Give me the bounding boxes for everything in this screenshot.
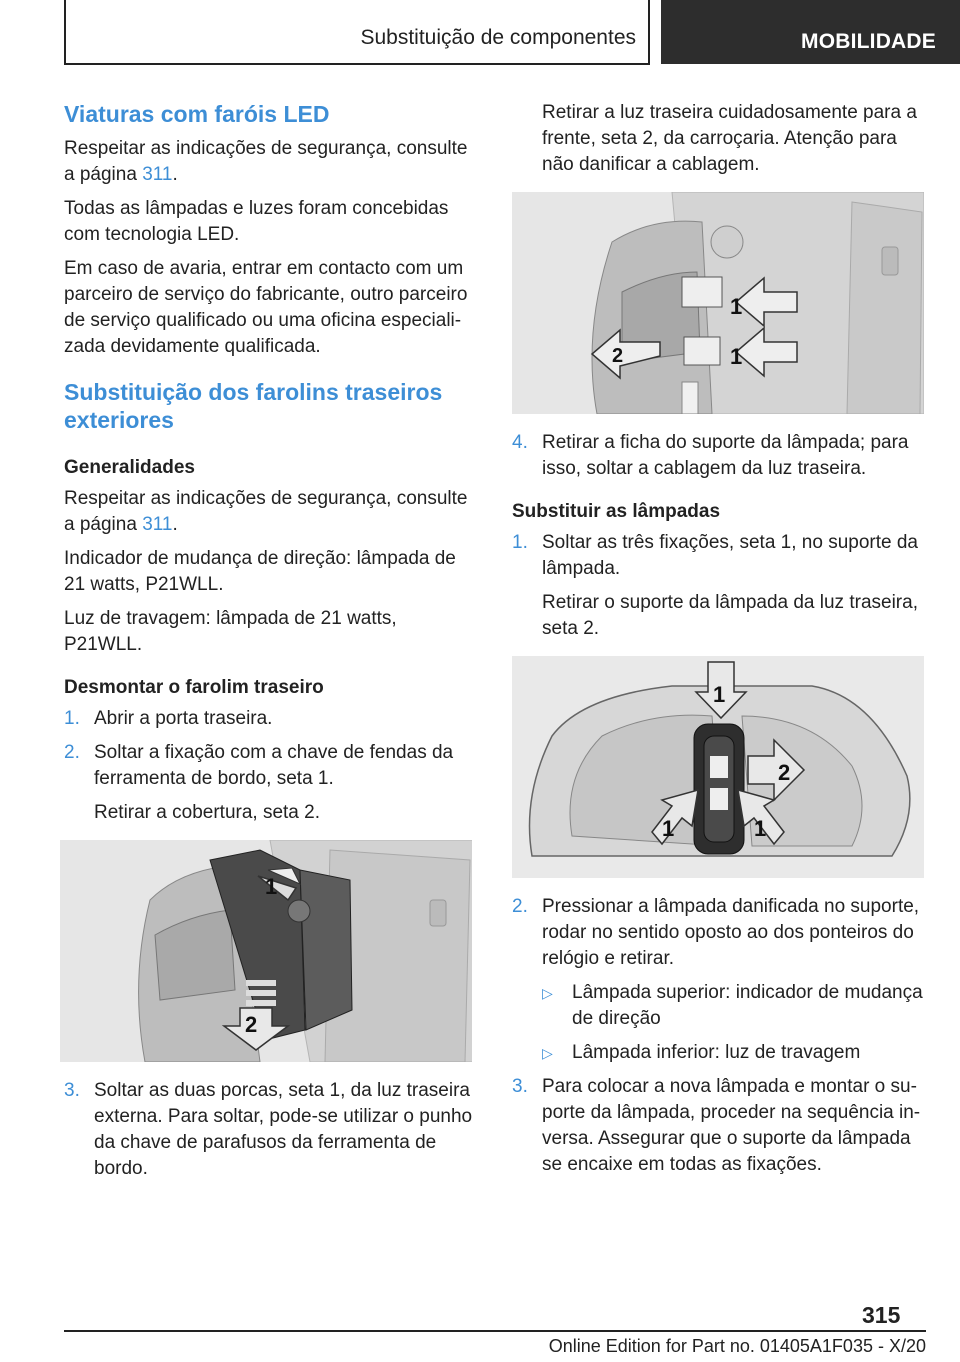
header-bottom-rule [64, 63, 650, 65]
arrow-label-1-top: 1 [713, 682, 726, 707]
arrow-label-1-right: 1 [754, 816, 767, 841]
chapter-tab: MOBILIDADE [661, 0, 960, 64]
step-number: 2. [64, 742, 80, 763]
figure-bulb-holder [512, 656, 924, 878]
arrow-label-2: 2 [778, 760, 791, 785]
right-column [512, 100, 924, 1186]
left-column [64, 100, 476, 1190]
step-text: Soltar a fixação com a chave de fendas da ferramenta de bordo, seta 1. [94, 742, 454, 789]
replace-step-1-sub: Retirar o suporte da lâmpada da luz traseira, seta 2. [542, 592, 918, 639]
safety-note-end: . [172, 514, 178, 535]
arrow-label-2: 2 [612, 345, 624, 367]
arrow-label-1-bottom: 1 [730, 344, 743, 369]
bullet-upper-bulb [512, 980, 924, 1032]
brake-bulb-spec: Luz de travagem: lâmpada de 21 watts, P21WLL. [64, 608, 397, 655]
section-title: Substituição de componentes [360, 26, 636, 49]
triangle-bullet-icon: ▷ [542, 985, 553, 1001]
step-text: Abrir a porta traseira. [94, 708, 273, 729]
arrow-label-1-top: 1 [730, 294, 743, 319]
heading-led-headlights: Viaturas com faróis LED [64, 101, 330, 127]
arrow-label-2: 2 [245, 1012, 258, 1037]
illustration-light-removal [512, 192, 924, 414]
safety-note-2 [64, 486, 476, 538]
step-number: 1. [64, 708, 80, 729]
footer-edition: Online Edition for Part no. 01405A1F035 - X/20 [548, 1336, 926, 1356]
remove-light-paragraph: Retirar a luz traseira cuidadosamente para a frente, seta 2, da carroçaria. Atenção para não danificar a cablagem. [542, 102, 917, 175]
step-2-sub: Retirar a cobertura, seta 2. [94, 802, 320, 823]
page-number: 315 [862, 1302, 901, 1328]
replace-step-2 [512, 894, 924, 972]
bullet-text: Lâmpada inferior: luz de travagem [572, 1042, 861, 1063]
step-number: 3. [64, 1080, 80, 1101]
header-mid-rule [648, 0, 650, 64]
step-text: Soltar as duas porcas, seta 1, da luz traseira externa. Para soltar, pode-se utilizar o punho da chave de parafusos da ferramenta de bordo. [94, 1080, 473, 1179]
replace-step-1 [512, 530, 924, 582]
figure-cover-removal [60, 840, 472, 1062]
led-paragraph-1: Todas as lâmpadas e luzes foram concebidas com tecnologia LED. [64, 198, 449, 245]
safety-note-end: . [172, 164, 178, 185]
bullet-lower-bulb [512, 1040, 924, 1066]
step-text: Retirar a ficha do suporte da lâmpada; para isso, soltar a cablagem da luz traseira. [542, 432, 909, 479]
step-number: 3. [512, 1076, 528, 1097]
figure-light-removal [512, 192, 924, 414]
arrow-label-1-left: 1 [662, 816, 675, 841]
heading-general: Generalidades [64, 457, 195, 478]
replace-step-3 [512, 1074, 924, 1178]
step-text: Soltar as três fixações, seta 1, no suporte da lâmpada. [542, 532, 918, 579]
heading-tail-lights: Substituição dos farolins traseiros exteriores [64, 379, 443, 433]
bullet-text: Lâmpada superior: indicador de mudança de direção [572, 982, 923, 1029]
arrow-label-1: 1 [265, 874, 278, 899]
step-text: Pressionar a lâmpada danificada no suporte, rodar no sentido oposto ao dos ponteiros do relógio e retirar. [542, 896, 920, 969]
step-2 [64, 740, 476, 792]
step-number: 4. [512, 432, 528, 453]
heading-replace-bulbs: Substituir as lâmpadas [512, 501, 721, 522]
step-1 [64, 706, 476, 732]
safety-note-text: Respeitar as indicações de segurança, consulte a página [64, 488, 468, 535]
heading-remove-tail-light: Desmontar o farolim traseiro [64, 677, 324, 698]
illustration-bulb-holder [512, 656, 924, 878]
page-link-311[interactable]: 311 [142, 164, 173, 185]
step-4 [512, 430, 924, 482]
step-text: Para colocar a nova lâmpada e montar o su-porte da lâmpada, proceder na sequência in-versa. Assegurar que o suporte da lâmpada se encaixe em todas as fixações. [542, 1076, 921, 1175]
footer-rule [64, 1330, 926, 1332]
step-number: 1. [512, 532, 528, 553]
step-3 [64, 1078, 476, 1182]
led-paragraph-2: Em caso de avaria, entrar em contacto com um parceiro de serviço do fabricante, outro parceiro de serviço qualificado ou uma oficina especiali-zada devidamente qualificada. [64, 258, 468, 357]
triangle-bullet-icon: ▷ [542, 1045, 553, 1061]
page-header [0, 0, 960, 66]
safety-note-1 [64, 136, 476, 188]
page-link-311[interactable]: 311 [142, 514, 173, 535]
illustration-cover-removal [60, 840, 472, 1062]
indicator-bulb-spec: Indicador de mudança de direção: lâmpada de 21 watts, P21WLL. [64, 548, 456, 595]
step-number: 2. [512, 896, 528, 917]
safety-note-text: Respeitar as indicações de segurança, consulte a página [64, 138, 468, 185]
